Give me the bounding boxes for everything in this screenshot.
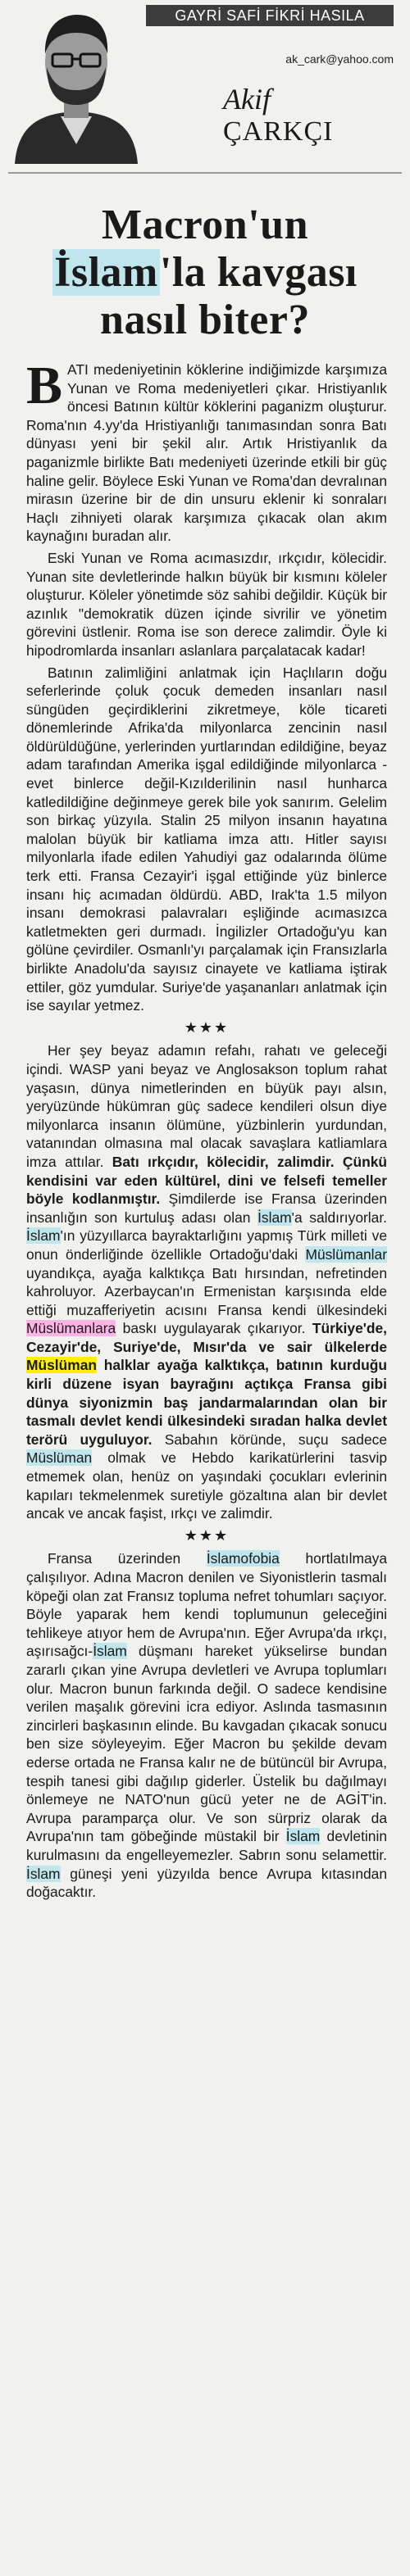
section-separator: ★★★ <box>184 1018 230 1036</box>
paragraph-5: Fransa üzerinden İslamofobia hortlatılmaya çalışılıyor. Adına Macron denilen ve Siyonistlerin tasmalı köpeği olan zat Fransız topluma nefret tohumları saçıyor. Böyle yaparak hem kendi toplumunun geleceğini tehlikeye atıyor hem de Avrupa'nın. Eğer Avrupa'da ırkçı, aşırısağcı-İslam düşmanı hareket yükselirse bundan zararlı çıkan yine Avrupa devletleri ve Avrupa toplumları olur. Macron bunun farkında değil. O sadece kendisine verilen maşalık görevini icra ediyor. Aslında tasmasının zincirleri başkasının elinde. Bu kavgadan çıkacak sonucu ben size söyleyeyim. Eğer Macron bu şekilde devam ederse ortada ne Fransa kalır ne de bütüncül bir Avrupa, tespih tanesi gibi dağılıp giderler. Üstelik bu dağılmayı önlemeye ne NATO'nun gücü yeter ne de AGİT'in. Avrupa paramparça olur. Ve son sürpriz olarak da Avrupa'nın tam göbeğinde müstakil bir İslam devletinin kurulmasını da engelleyemezler. Sabrın sonu selamettir. İslam güneşi yeni yüzyılda bence Avrupa kıtasından doğacaktır. <box>26 1550 388 1901</box>
column-header <box>0 0 410 193</box>
section-separator: ★★★ <box>184 1526 230 1544</box>
author-first-name: Akif <box>223 83 271 116</box>
column-kicker: GAYRİ SAFİ FİKRİ HASILA <box>146 5 394 26</box>
highlight-islam: İslam <box>26 1227 61 1245</box>
highlight-islamofobia: İslamofobia <box>206 1550 280 1567</box>
highlight-islam: İslam <box>93 1643 127 1660</box>
paragraph-4: Her şey beyaz adamın refahı, rahatı ve geleceği içindi. WASP yani beyaz ve Anglosakson toplum rahat yaşasın, dünya nimetlerinden en büyük payı alsın, yeryüzünde hükümran güç sadece kendileri olsun diye milyonlarca insanın ölümüne, yüzbinlerin yurdundan, vatanından olmasına mal olacak savaşlara katliamlara imza attılar. Batı ırkçıdır, kölecidir, zalimdir. Çünkü kendisini var eden kültürel, dini ve felsefi temeller böyle kodlanmıştır. Şimdilerde ise Fransa üzerinden insanlığın son kurtuluş adası olan İslam'a saldırıyorlar. İslam'ın yüzyıllarca bayraktarlığını yapmış Türk milleti ve onun önderliğinde özellikle Ortadoğu'daki Müslümanlar uyandıkça, ayağa kalktıkça Batı hırsından, nefretinden kahroluyor. Azerbaycan'ın Ermenistan karşısında elde ettiği muzafferiyetin acısını Fransa kendi ülkesindeki Müslümanlara baskı uygulayarak çıkarıyor. Türkiye'de, Cezayir'de, Suriye'de, Mısır'da ve sair ülkelerde Müslüman halklar ayağa kalktıkça, batının kurduğu kirli düzene isyan bayrağını açtıkça Fransa gibi dünya siyonizmin baş jandarmalarından olan bir tasmalı devlet kendi ülkesindeki sıradan halka devlet terörü uyguluyor. Sabahın köründe, suçu sadece Müslüman olmak ve Hebdo karikatürlerini tasvip etmemek olan, henüz on yaşındaki çocukları evlerinin kapıları tekmelenmek suretiyle gözaltına alan bir devlet ancak ve ancak faşist, ırkçı ve zalimdir. <box>26 1042 388 1522</box>
drop-cap: B <box>26 356 63 415</box>
headline-line-3: nasıl biter? <box>100 297 310 343</box>
headline-highlight: İslam <box>54 249 158 296</box>
paragraph-1: BATI medeniyetinin köklerine indiğimizde karşımıza Yunan ve Roma medeniyetleri çıkar. Hristiyanlık öncesi Batının kültür köklerini paganizm oluşturur. Roma'nın 4.yy'da Hristiyanlığı tanımasından sonra Batı dünyası yeni bir şekil alır. Artık Hristiyanlık da paganizmle birlikte Batı medeniyeti üzerinde etkili bir güç haline gelir. Böylece Eski Yunan ve Roma'dan devralınan mirasın üzerine bir de din unsuru eklenir ki sonraları Haçlı zihniyeti olarak karşımıza çıkacak olan akım kaynağını buradan alır. <box>26 356 387 545</box>
headline-line-1: Macron'un <box>101 202 308 248</box>
author-email[interactable]: ak_cark@yahoo.com <box>285 52 394 66</box>
paragraph-2: Eski Yunan ve Roma acımasızdır, ırkçıdır, kölecidir. Yunan site devletlerinde halkın büyük bir kısmını köleler oluşturur. Köleler yönetimde söz sahibi değildir. Küçük bir azınlık "demokratik düzen içinde sivrilir ve yönetim görevini üstlenir. Roma ise son derece zalimdir. Öyle ki hipodromlarda insanları aslanlara parçalatacak kadar! <box>26 549 387 659</box>
highlight-muslims: Müslümanlara <box>26 1320 116 1337</box>
header-divider <box>8 172 402 174</box>
highlight-islam: İslam <box>26 1865 61 1882</box>
author-last-name: ÇARKÇI <box>223 116 334 147</box>
article-body <box>26 356 388 1905</box>
author-photo <box>10 0 143 164</box>
highlight-muslim: Müslüman <box>26 1449 93 1467</box>
article-headline <box>0 202 410 344</box>
paragraph-3: Batının zalimliğini anlatmak için Haçlıların doğu seferlerinde çoluk çocuk demeden insanları nasıl süngüden geçirdiklerini zikretmeye, köle ticareti dönemlerinde Afrika'da milyonlarca zencinin nasıl öldürüldüğüne, yerlerinden yurtlarından edildiğine, beyaz adam tarafından Amerika işgal edildiğinde milyonlarca -evet binlerce değil-Kızılderilinin nasıl hunharca katledildiğine değinmeye gerek bile yok sanırım. Gelelim son birkaç yüzyıla. Stalin 25 milyon insanın hayatına malolan büyük bir katliama imza attı. Hitler sayısı milyonlarla ifade edilen Yahudiyi gaz odalarında ölüme terk etti. Fransa Cezayir'i işgal ettiğinde yüz binlerce insanı hiç acımadan öldürdü. ABD, Irak'ta 1.5 milyon insanı demokrasi palavraları eşliğinde acımasızca katletmekten geri durmadı. İngilizler Ortadoğu'yu kan gölüne çevirdiler. Osmanlı'yı parçalamak için Fransızlarla birlikte Anadolu'da sayısız cinayete ve katliama iştirak ettiler, göz yumdular. Suriye'de yaşananları anlatmak için ise sayılar yetmez. <box>26 664 387 1014</box>
headline-line-2: İslam'la kavgası <box>54 249 358 296</box>
highlight-islam: İslam <box>257 1209 292 1226</box>
highlight-muslim: Müslüman <box>26 1357 97 1374</box>
highlight-muslims: Müslümanlar <box>305 1245 387 1263</box>
highlight-islam: İslam <box>285 1828 321 1845</box>
